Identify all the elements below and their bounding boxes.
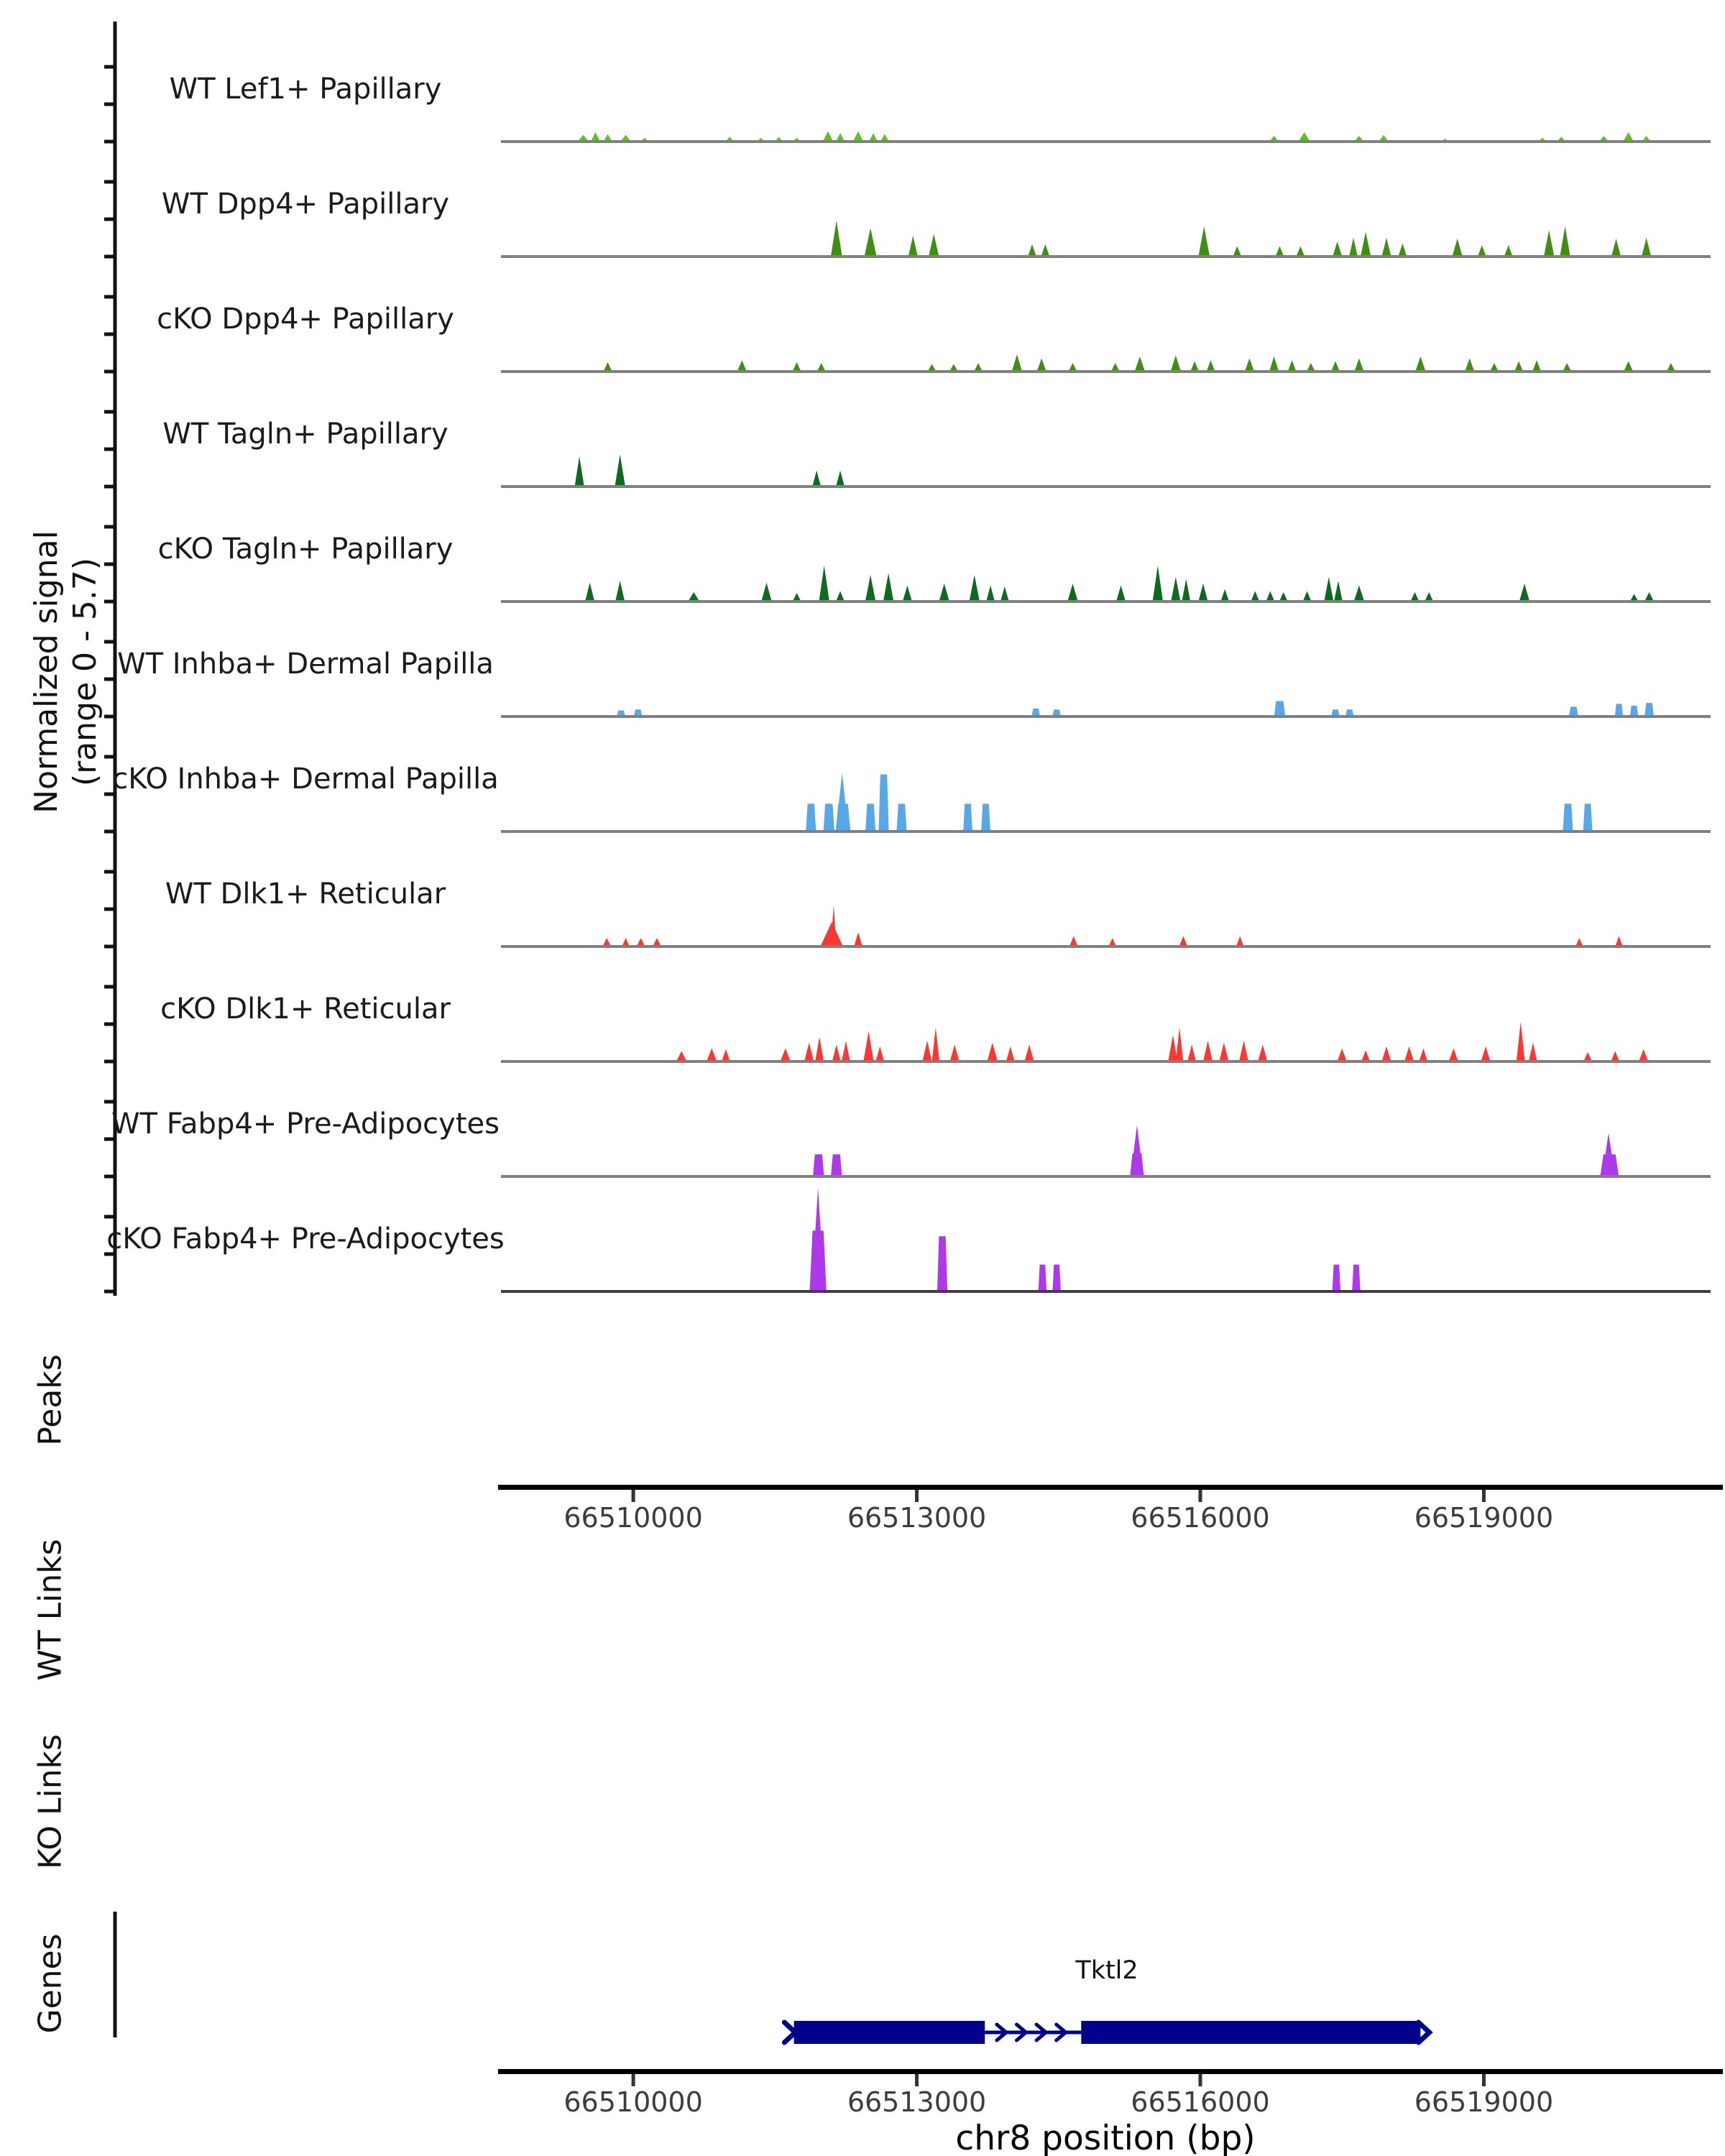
x-tick-label: 66516000: [1131, 1502, 1270, 1534]
signal-track-4: [501, 566, 1711, 603]
section-label-ko-links: KO Links: [32, 1733, 69, 1870]
signal-track-0: [501, 132, 1711, 143]
track-label-cko-dpp4: cKO Dpp4+ Papillary: [157, 303, 454, 336]
x-tick-label: 66513000: [847, 2086, 987, 2118]
x-tick-label: 66519000: [1414, 1502, 1554, 1534]
track-label-wt-dpp4: WT Dpp4+ Papillary: [161, 188, 450, 221]
track-label-wt-dlk1: WT Dlk1+ Reticular: [165, 877, 446, 911]
track-label-wt-tagln: WT Tagln+ Papillary: [162, 418, 448, 451]
x-tick-label: 66513000: [847, 1502, 987, 1534]
y-axis-label-line2: (range 0 - 5.7): [67, 557, 104, 787]
signal-track-2: [501, 354, 1711, 373]
track-label-wt-inhba: WT Inhba+ Dermal Papilla: [117, 648, 494, 681]
section-label-peaks: Peaks: [32, 1354, 69, 1446]
x-tick-label: 66510000: [564, 2086, 703, 2118]
x-tick-label: 66519000: [1414, 2086, 1554, 2118]
genes-y-axis: [114, 1912, 117, 2037]
track-label-cko-inhba: cKO Inhba+ Dermal Papilla: [112, 763, 499, 796]
x-tick-label: 66516000: [1131, 2086, 1270, 2118]
y-axis-label: [27, 530, 105, 814]
section-label-wt-links: WT Links: [32, 1539, 69, 1681]
x-axis-title: chr8 position (bp): [955, 2119, 1256, 2156]
signal-track-8: [501, 1022, 1711, 1063]
x-axis-peaks: [498, 1485, 1723, 1534]
track-label-cko-fabp4: cKO Fabp4+ Pre-Adipocytes: [106, 1222, 505, 1256]
track-label-cko-dlk1: cKO Dlk1+ Reticular: [160, 992, 451, 1026]
track-label-wt-lef1: WT Lef1+ Papillary: [169, 73, 442, 106]
gene-model-tktl2: [784, 2021, 1429, 2044]
x-axis-genes: [498, 2069, 1723, 2118]
track-label-cko-tagln: cKO Tagln+ Papillary: [157, 533, 454, 566]
signal-track-3: [501, 454, 1711, 488]
y-axis-label-line1: Normalized signal: [28, 530, 65, 814]
signal-track-1: [501, 221, 1711, 258]
signal-track-9: [501, 1125, 1711, 1178]
signal-track-10: [501, 1187, 1711, 1293]
signal-track-5: [501, 701, 1711, 718]
x-tick-label: 66510000: [564, 1502, 703, 1534]
gene-label-tktl2: Tktl2: [1075, 1956, 1138, 1985]
section-label-genes: Genes: [32, 1933, 69, 2034]
signal-track-6: [501, 773, 1711, 833]
signal-track-7: [501, 905, 1711, 948]
track-label-wt-fabp4: WT Fabp4+ Pre-Adipocytes: [111, 1107, 500, 1141]
